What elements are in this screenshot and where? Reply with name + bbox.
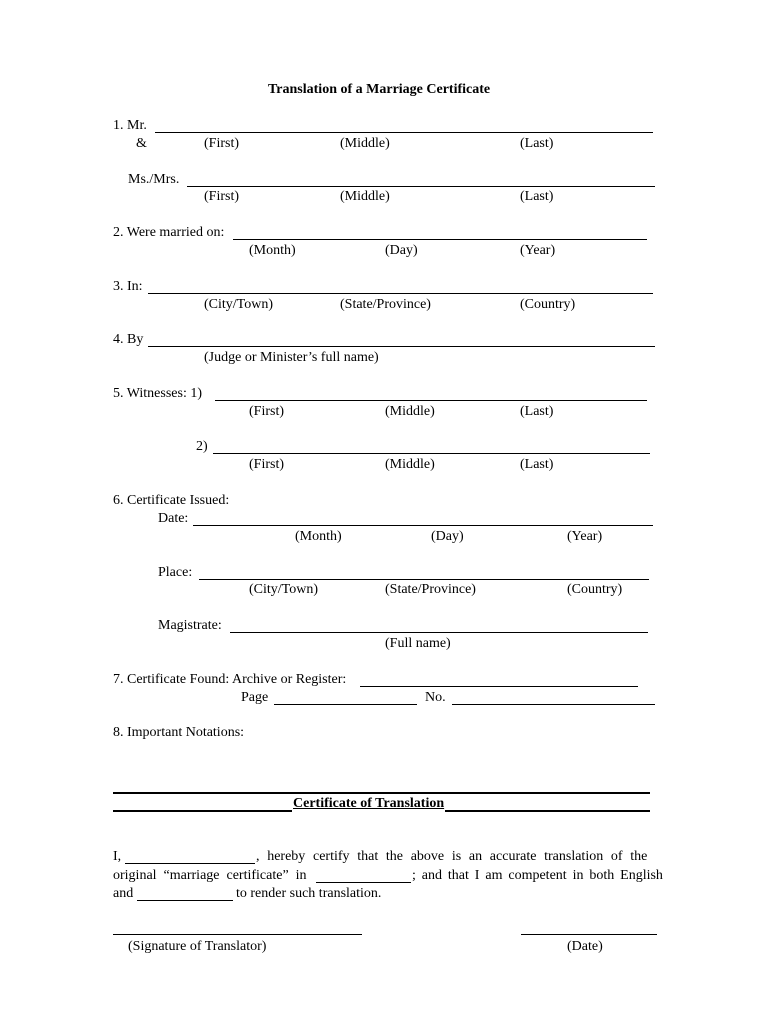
- archive-register-field[interactable]: [360, 686, 638, 687]
- issued-month-caption: (Month): [295, 529, 342, 544]
- in-label: 3. In:: [113, 279, 143, 294]
- translator-name-field[interactable]: [125, 863, 255, 864]
- witness-2-middle-caption: (Middle): [385, 457, 435, 472]
- page-title: Translation of a Marriage Certificate: [268, 82, 491, 97]
- married-day-caption: (Day): [385, 243, 418, 258]
- msmrs-middle-caption: (Middle): [340, 189, 390, 204]
- target-language-field[interactable]: [137, 900, 233, 901]
- source-language-field[interactable]: [316, 882, 411, 883]
- number-field[interactable]: [452, 704, 655, 705]
- date-caption: (Date): [567, 939, 603, 954]
- cert-line3-rest: to render such translation.: [236, 886, 382, 901]
- number-label: No.: [425, 690, 446, 705]
- cert-line2-start: original “marriage certificate” in: [113, 868, 307, 883]
- issued-country-caption: (Country): [567, 582, 623, 597]
- witness-1-middle-caption: (Middle): [385, 404, 435, 419]
- issued-day-caption: (Day): [431, 529, 464, 544]
- cert-line1-start: I,: [113, 849, 122, 864]
- certificate-found-label: 7. Certificate Found: Archive or Register:: [113, 672, 347, 687]
- married-month-caption: (Month): [249, 243, 296, 258]
- msmrs-first-caption: (First): [204, 189, 239, 204]
- issued-state-caption: (State/Province): [385, 582, 476, 597]
- witness-2-field[interactable]: [213, 453, 650, 454]
- witnesses-label: 5. Witnesses: 1): [113, 386, 203, 401]
- msmrs-label: Ms./Mrs.: [128, 172, 180, 187]
- page-field[interactable]: [274, 704, 417, 705]
- witness-1-field[interactable]: [215, 400, 647, 401]
- mr-middle-caption: (Middle): [340, 136, 390, 151]
- divider-top: [113, 792, 650, 794]
- witness-1-first-caption: (First): [249, 404, 284, 419]
- mr-label: 1. Mr.: [113, 118, 147, 133]
- witness-2-last-caption: (Last): [520, 457, 554, 472]
- date-field[interactable]: [521, 934, 657, 935]
- witness-2-label: 2): [196, 439, 208, 454]
- witness-2-first-caption: (First): [249, 457, 284, 472]
- cert-line3-start: and: [113, 886, 134, 901]
- magistrate-label: Magistrate:: [158, 618, 222, 633]
- mr-name-field[interactable]: [155, 132, 653, 133]
- issued-city-caption: (City/Town): [249, 582, 319, 597]
- mr-last-caption: (Last): [520, 136, 554, 151]
- married-on-label: 2. Were married on:: [113, 225, 225, 240]
- cert-line1-rest: , hereby certify that the above is an accurate translation of the: [256, 849, 648, 864]
- issued-date-label: Date:: [158, 511, 189, 526]
- issued-place-field[interactable]: [199, 579, 649, 580]
- officiant-caption: (Judge or Minister’s full name): [204, 350, 379, 365]
- signature-field[interactable]: [113, 934, 362, 935]
- issued-date-field[interactable]: [193, 525, 653, 526]
- mr-first-caption: (First): [204, 136, 239, 151]
- signature-caption: (Signature of Translator): [128, 939, 267, 954]
- magistrate-field[interactable]: [230, 632, 648, 633]
- notations-label: 8. Important Notations:: [113, 725, 245, 740]
- msmrs-last-caption: (Last): [520, 189, 554, 204]
- ampersand-label: &: [136, 136, 147, 151]
- msmrs-name-field[interactable]: [187, 186, 655, 187]
- cert-line2-rest: ; and that I am competent in both English: [412, 868, 663, 883]
- state-caption: (State/Province): [340, 297, 431, 312]
- magistrate-caption: (Full name): [385, 636, 451, 651]
- issued-year-caption: (Year): [567, 529, 603, 544]
- by-label: 4. By: [113, 332, 144, 347]
- certificate-heading: Certificate of Translation: [293, 796, 445, 811]
- location-field[interactable]: [148, 293, 653, 294]
- witness-1-last-caption: (Last): [520, 404, 554, 419]
- issued-place-label: Place:: [158, 565, 193, 580]
- married-year-caption: (Year): [520, 243, 556, 258]
- certificate-issued-label: 6. Certificate Issued:: [113, 493, 230, 508]
- country-caption: (Country): [520, 297, 576, 312]
- married-on-field[interactable]: [233, 239, 647, 240]
- page-label: Page: [241, 690, 269, 705]
- city-caption: (City/Town): [204, 297, 274, 312]
- officiant-field[interactable]: [148, 346, 655, 347]
